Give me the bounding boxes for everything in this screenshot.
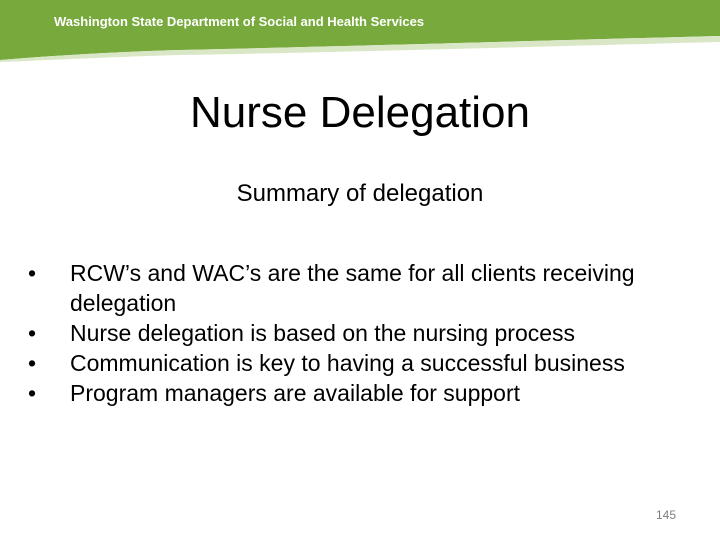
bullet-icon: • [28, 320, 37, 346]
header-band-shape [0, 0, 720, 62]
bullet-icon: • [28, 350, 37, 376]
slide-title: Nurse Delegation [190, 88, 530, 137]
bullet-text: Program managers are available for support [70, 380, 521, 406]
bullet-item [28, 258, 688, 318]
bullet-item [28, 378, 688, 408]
bullet-icon: • [28, 380, 37, 406]
page-number: 145 [655, 508, 676, 522]
slide-subtitle: Summary of delegation [236, 180, 484, 207]
bullet-text: Communication is key to having a successful business [70, 350, 625, 376]
bullet-item [28, 348, 688, 378]
bullet-text: RCW’s and WAC’s are the same for all clients receiving delegation [70, 260, 635, 316]
organization-name: Washington State Department of Social and Health Services [54, 14, 425, 29]
bullet-item [28, 318, 688, 348]
header-band [0, 0, 720, 62]
bullet-list [28, 258, 688, 408]
bullet-icon: • [28, 260, 37, 286]
bullet-text: Nurse delegation is based on the nursing process [70, 320, 576, 346]
